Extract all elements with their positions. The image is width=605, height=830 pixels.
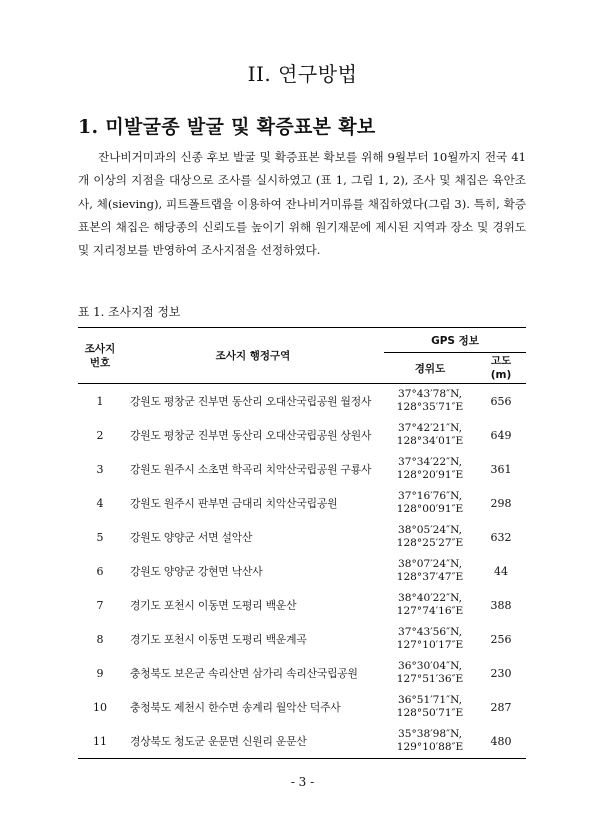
header-altitude: 고도 (m) — [490, 355, 512, 381]
site-address: 경기도 포천시 이동면 도평리 백운계곡 — [130, 632, 307, 646]
table-row — [78, 520, 526, 554]
header-site-no: 조사지 번호 — [84, 342, 116, 369]
longitude: 127°51′36″E — [396, 673, 464, 685]
site-coordinates — [384, 486, 476, 520]
site-address: 강원도 평창군 진부면 동산리 오대산국립공원 월정사 — [130, 394, 372, 408]
survey-site-table — [78, 327, 526, 759]
longitude: 128°00′91″E — [396, 503, 464, 515]
site-coordinates — [384, 622, 476, 656]
site-altitude: 298 — [490, 496, 512, 510]
site-altitude: 44 — [494, 564, 508, 578]
latitude: 37°42′21″N, — [397, 422, 463, 434]
longitude: 128°50′71″E — [396, 707, 464, 719]
latitude: 37°16′76″N, — [397, 490, 463, 502]
site-coordinates — [384, 384, 476, 419]
latitude: 36°51′71″N, — [397, 694, 463, 706]
site-altitude: 656 — [490, 394, 512, 408]
site-coordinates — [384, 724, 476, 759]
site-number: 1 — [96, 394, 104, 408]
table-row — [78, 656, 526, 690]
site-address: 강원도 원주시 판부면 금대리 치악산국립공원 — [130, 496, 338, 510]
site-address: 경상북도 청도군 운문면 신원리 운문산 — [122, 724, 384, 759]
latitude: 37°34′22″N, — [397, 456, 463, 468]
body-paragraph: 잔나비거미과의 신종 후보 발굴 및 확증표본 확보를 위해 9월부터 10월까지 전국 41개 이상의 지점을 대상으로 조사를 실시하였고 (표 1, 그림 1, 2), 조사 및 채집은 육안조사, 체(sieving), 피트폴트랩을 이용하여 잔나비거미류를 채집하였다(그림 3). 특히, 확증표본의 채집은 해당종의 신뢰도를 높이기 위해 원기재문에 제시된 지역과 장소 및 경위도 및 지리정보를 반영하여 조사지점을 선정하였다. — [78, 150, 526, 258]
latitude: 35°38′98″N, — [397, 728, 463, 740]
longitude: 127°10′17″E — [396, 639, 464, 651]
site-altitude: 649 — [490, 428, 512, 442]
site-altitude: 230 — [490, 666, 512, 680]
table-row — [78, 486, 526, 520]
longitude: 127°74′16″E — [396, 605, 464, 617]
latitude: 38°05′24″N, — [397, 524, 463, 536]
table-row — [78, 690, 526, 724]
site-altitude: 287 — [490, 700, 512, 714]
page-number: - 3 - — [290, 775, 315, 789]
table-row — [78, 724, 526, 759]
site-coordinates — [384, 656, 476, 690]
site-number: 5 — [96, 530, 104, 544]
site-coordinates — [384, 554, 476, 588]
latitude: 37°43′56″N, — [397, 626, 463, 638]
latitude: 37°43′78″N, — [397, 388, 463, 400]
longitude: 128°25′27″E — [396, 537, 464, 549]
site-address: 충청북도 제천시 한수면 송계리 월악산 덕주사 — [130, 700, 341, 714]
site-altitude: 361 — [490, 462, 512, 476]
longitude: 128°20′91″E — [396, 469, 464, 481]
latitude: 38°40′22″N, — [397, 592, 463, 604]
site-number: 2 — [96, 428, 104, 442]
header-latlon: 경위도 — [414, 362, 446, 375]
site-coordinates — [384, 418, 476, 452]
site-coordinates — [384, 690, 476, 724]
site-address: 강원도 원주시 소초면 학곡리 치악산국립공원 구룡사 — [130, 462, 372, 476]
site-address: 충청북도 보은군 속리산면 삼가리 속리산국립공원 — [130, 666, 358, 680]
site-number: 9 — [96, 666, 104, 680]
site-number: 10 — [93, 700, 107, 714]
longitude: 128°37′47″E — [396, 571, 464, 583]
site-number: 6 — [96, 564, 104, 578]
latitude: 38°07′24″N, — [397, 558, 463, 570]
site-altitude: 388 — [490, 598, 512, 612]
table-row — [78, 418, 526, 452]
site-coordinates — [384, 588, 476, 622]
site-address: 강원도 양양군 서면 설악산 — [130, 530, 253, 544]
site-altitude: 632 — [490, 530, 512, 544]
chapter-title: II. 연구방법 — [247, 62, 358, 86]
table-row — [78, 588, 526, 622]
table-row — [78, 452, 526, 486]
site-altitude: 256 — [490, 632, 512, 646]
table-row — [78, 554, 526, 588]
longitude: 129°10′88″E — [396, 741, 464, 753]
site-coordinates — [384, 452, 476, 486]
site-number: 4 — [96, 496, 104, 510]
header-gps: GPS 정보 — [384, 328, 526, 353]
site-number: 3 — [96, 462, 104, 476]
longitude: 128°35′71″E — [396, 401, 464, 413]
header-admin-area: 조사지 행정구역 — [215, 350, 291, 362]
site-number: 11 — [78, 724, 122, 759]
table-row — [78, 622, 526, 656]
site-address: 강원도 평창군 진부면 동산리 오대산국립공원 상원사 — [130, 428, 372, 442]
site-address: 경기도 포천시 이동면 도평리 백운산 — [130, 598, 297, 612]
section-title: 1. 미발굴종 발굴 및 확증표본 확보 — [78, 116, 376, 138]
site-number: 7 — [96, 598, 104, 612]
site-coordinates — [384, 520, 476, 554]
site-altitude: 480 — [476, 724, 526, 759]
latitude: 36°30′04″N, — [397, 660, 463, 672]
site-address: 강원도 양양군 강현면 낙산사 — [130, 564, 263, 578]
site-number: 8 — [96, 632, 104, 646]
table-row — [78, 384, 526, 419]
longitude: 128°34′01″E — [396, 435, 464, 447]
table-caption: 표 1. 조사지점 정보 — [78, 305, 181, 319]
